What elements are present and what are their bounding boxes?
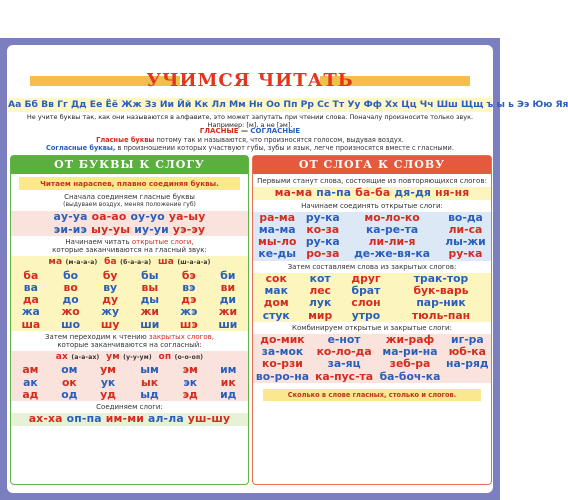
grid-cell: жи-раф — [385, 332, 435, 346]
grid-row — [11, 364, 248, 376]
grid-cell: ба — [23, 268, 39, 282]
joined-syllable: им-ми — [105, 412, 144, 426]
grid-cell: ра-ма — [259, 210, 296, 224]
grid-cell: ыд — [140, 388, 159, 402]
syllable-note: (б-а-а-а) — [120, 259, 152, 266]
page-title: УЧИМСЯ ЧИТАТЬ — [146, 70, 354, 91]
grid-cell: лы-жи — [445, 235, 486, 249]
grid-cell: ум — [100, 363, 116, 377]
panel-letter-to-syllable — [10, 155, 249, 485]
vowels-label: ГЛАСНЫЕ — [199, 127, 239, 135]
grid-cell: ад — [22, 388, 39, 402]
panel-left-header: ОТ БУКВЫ К СЛОГУ — [11, 156, 248, 174]
dash: — — [240, 127, 248, 135]
left-step3-note: которые заканчиваются на согласный: — [57, 340, 202, 349]
grid-cell: во-ро-на — [255, 369, 309, 383]
grid-cell: ру-ка — [305, 235, 340, 249]
grid-cell: лес — [309, 283, 331, 297]
grid-cell: слон — [351, 296, 381, 310]
grid-row — [253, 212, 491, 224]
vowel-line-label: Гласные буквы — [96, 136, 155, 144]
word: па-па — [316, 186, 352, 199]
grid-cell: жа — [21, 305, 40, 319]
grid-cell: ка-пус-та — [315, 369, 374, 383]
grid-cell: друг — [351, 271, 381, 285]
grid-cell: им — [220, 363, 237, 377]
vowel-pair: ау-уа — [53, 210, 88, 223]
grid-cell: эд — [182, 388, 198, 402]
grid-cell: ук — [100, 375, 116, 389]
syllable-rule-footer: Сколько в слове гласных, столько и слогов. — [263, 389, 481, 401]
grid-cell: бук-варь — [413, 283, 469, 297]
left-step2-text: Начинаем читать — [65, 238, 130, 246]
syllable-note: (у-у-ум) — [123, 353, 152, 361]
grid-cell: жо — [61, 305, 80, 319]
word: ня-ня — [435, 186, 470, 199]
grid-cell: ро-за — [306, 247, 340, 261]
grid-cell: ли-са — [448, 222, 483, 236]
grid-cell: ди — [219, 293, 236, 307]
grid-cell: дэ — [181, 293, 197, 307]
grid-row — [11, 270, 248, 282]
joined-syllables-band — [11, 413, 248, 426]
grid-cell: мы-ло — [258, 235, 297, 249]
grid-cell: ши — [218, 317, 238, 331]
syllable-example: ша — [157, 257, 174, 267]
syllable-note: (м-а-а-а) — [65, 259, 98, 266]
grid-row — [253, 358, 491, 370]
grid-cell: е-нот — [327, 332, 361, 346]
grid-cell: мак — [264, 283, 288, 297]
grid-row — [11, 377, 248, 389]
panel-right-header: ОТ СЛОГА К СЛОВУ — [253, 156, 491, 174]
open-syllables-band — [11, 256, 248, 331]
right-step3: Затем составляем слова из закрытых слогов: — [287, 262, 457, 271]
syllable-note: (о-о-оп) — [174, 353, 204, 361]
right-step1: Первыми станут слова, состоящие из повторяющихся слогов: — [257, 177, 487, 185]
grid-row — [11, 294, 248, 306]
vowel-pair: ыу-уы — [91, 222, 131, 236]
grid-row — [253, 248, 491, 260]
grid-cell: да — [22, 293, 39, 307]
grid-cell: ма-ри-на — [382, 345, 438, 359]
consonants-label: СОГЛАСНЫЕ — [250, 127, 301, 135]
syllable-example: ма — [48, 257, 63, 267]
grid-cell: бо — [63, 268, 79, 282]
grid-cell: ка-ре-та — [365, 222, 419, 236]
grid-cell: ду — [102, 293, 119, 307]
grid-cell: ке-ды — [258, 247, 297, 261]
right-step2: Начинаем соединять открытые слоги: — [301, 201, 443, 210]
grid-cell: стук — [262, 308, 290, 322]
grid-row — [253, 371, 491, 383]
grid-cell: ак — [23, 375, 38, 389]
grid-cell: сок — [265, 271, 287, 285]
grid-cell: мир — [308, 308, 333, 322]
grid-cell: ым — [140, 363, 159, 377]
grid-cell: де-же-вя-ка — [354, 247, 431, 261]
grid-cell: ма-ма — [258, 222, 296, 236]
grid-cell: шэ — [179, 317, 198, 331]
vowel-pair: уэ-эу — [172, 222, 206, 236]
grid-cell: тюль-пан — [411, 308, 471, 322]
joined-syllable: уш-шу — [187, 412, 231, 426]
open-syllable-grid — [11, 270, 248, 331]
grid-cell: юб-ка — [448, 345, 486, 359]
grid-cell: ко-за — [306, 222, 340, 236]
grid-cell: ок — [61, 375, 77, 389]
grid-cell: ви — [220, 280, 236, 294]
grid-cell: иг-ра — [451, 332, 484, 346]
joined-syllables-row — [11, 413, 248, 426]
left-step1-note: (выдуваем воздух, меняя положение губ) — [63, 201, 196, 208]
left-step2-note: которые заканчиваются на гласный звук: — [52, 246, 207, 254]
grid-cell: ко-рзи — [262, 357, 303, 371]
grid-cell: ид — [220, 388, 237, 402]
alphabet-strip: Аа Бб Вв Гг Дд Ее Ёё Жж Зз Ии Йй Кк Лл Мм Нн Оо Пп Рр Сс Тт Уу Фф Хх Цц Чч Шш Щщ ъ ы ь Ээ Юю Яя — [8, 99, 568, 110]
left-step4: Соединяем слоги: — [96, 403, 163, 412]
grid-cell: ам — [22, 363, 39, 377]
grid-cell: дом — [263, 296, 289, 310]
vowel-pairs-band — [11, 211, 248, 236]
word: ма-ма — [274, 186, 313, 199]
closed-words-band — [253, 273, 491, 322]
left-step2 — [11, 238, 248, 254]
grid-row — [11, 282, 248, 294]
joined-syllable: оп-па — [66, 412, 102, 426]
grid-cell: ба-боч-ка — [379, 369, 441, 383]
panel-syllable-to-word — [252, 155, 492, 485]
grid-row — [11, 319, 248, 331]
grid-cell: ык — [140, 375, 159, 389]
grid-cell: за-яц — [327, 357, 361, 371]
syllable-note: (а-а-ах) — [71, 353, 100, 361]
grid-cell: вэ — [182, 280, 196, 294]
grid-cell: ру-ка — [448, 247, 483, 261]
grid-cell: во — [63, 280, 78, 294]
grid-cell: на-ряд — [446, 357, 489, 371]
vowel-pair: оа-ао — [91, 210, 127, 223]
grid-cell: за-мок — [261, 345, 304, 359]
grid-row — [253, 297, 491, 309]
grid-cell: жу — [101, 305, 120, 319]
grid-row — [11, 306, 248, 318]
syllable-example: оп — [158, 351, 172, 362]
closed-syllables-band — [11, 351, 248, 401]
syllable-example: ба — [104, 257, 117, 267]
consonant-line-label: Согласные буквы, — [46, 144, 116, 152]
grid-cell: бэ — [181, 268, 196, 282]
vowel-line-text: потому так и называются, что произносятся голосом, выдувая воздух. — [156, 136, 404, 144]
grid-cell: од — [61, 388, 78, 402]
consonant-line-text: в произношении которых участвуют губы, зубы и язык, легче произносятся вместе с гласными. — [117, 144, 454, 152]
left-tip: Читаем нараспев, плавно соединяя буквы. — [19, 177, 240, 190]
grid-row — [11, 389, 248, 401]
intro-text: Не учите буквы так, как они называются в алфавите, это может запутать при чтении слова. Поначалу произносите только звук. Например: [м], а не [эм]. — [26, 113, 474, 129]
vowel-pairs-row-2 — [11, 224, 248, 237]
left-step3-text: Затем переходим к чтению — [45, 332, 147, 341]
syllable-note: (ш-а-а-а) — [177, 259, 211, 266]
grid-cell: жэ — [180, 305, 198, 319]
left-step3-highlight: закрытых слогов, — [148, 332, 214, 341]
grid-cell: утро — [351, 308, 381, 322]
grid-cell: трак-тор — [413, 271, 469, 285]
vowel-pair: уа-ыу — [168, 210, 206, 223]
right-step4: Комбинируем открытые и закрытые слоги: — [292, 323, 452, 332]
vowel-pair: оу-уо — [130, 210, 165, 223]
repeating-words-row — [253, 187, 491, 200]
grid-cell: ши — [140, 317, 160, 331]
grid-cell: жи — [140, 305, 159, 319]
grid-cell: ли-ли-я — [368, 235, 416, 249]
grid-cell: ву — [103, 280, 118, 294]
grid-cell: эк — [183, 375, 198, 389]
syllable-example: ах — [55, 351, 69, 362]
joined-syllable: ал-ла — [147, 412, 184, 426]
left-step1: Сначала соединяем гласные буквы — [64, 193, 195, 201]
open-words-band — [253, 212, 491, 261]
left-step2-highlight: открытые слоги, — [131, 238, 194, 246]
syllable-example: ум — [106, 351, 120, 362]
repeating-words-band — [253, 187, 491, 200]
combo-words-band — [253, 334, 491, 383]
grid-cell: до-мик — [260, 332, 305, 346]
grid-cell: ва — [23, 280, 38, 294]
grid-cell: шо — [61, 317, 81, 331]
grid-cell: бы — [141, 268, 159, 282]
closed-syllable-examples — [11, 351, 248, 365]
grid-cell: ру-ка — [305, 210, 340, 224]
grid-cell: ша — [21, 317, 41, 331]
grid-cell: би — [220, 268, 236, 282]
grid-cell: уд — [100, 388, 116, 402]
grid-cell: эм — [182, 363, 198, 377]
grid-cell: мо-ло-ко — [364, 210, 420, 224]
closed-words-grid — [253, 273, 491, 322]
grid-cell: кот — [309, 271, 331, 285]
grid-cell: брат — [351, 283, 381, 297]
grid-cell: зеб-ра — [389, 357, 431, 371]
left-step3 — [11, 333, 248, 349]
word: дя-дя — [394, 186, 432, 199]
grid-cell: ды — [140, 293, 160, 307]
grid-cell: пар-ник — [416, 296, 466, 310]
grid-cell: вы — [141, 280, 159, 294]
grid-cell: до — [62, 293, 79, 307]
grid-cell: ом — [61, 363, 78, 377]
grid-cell: жи — [218, 305, 238, 319]
vowel-consonant-explanation — [40, 136, 460, 152]
grid-cell: шу — [100, 317, 120, 331]
grid-cell: ик — [220, 375, 236, 389]
grid-cell: бу — [102, 268, 118, 282]
open-syllable-examples — [11, 256, 248, 270]
vowels-consonants-heading — [0, 127, 500, 135]
grid-cell: ко-ло-да — [316, 345, 372, 359]
vowel-pair: иу-уи — [134, 222, 169, 236]
grid-cell: лук — [309, 296, 332, 310]
joined-syllable: ах-ха — [28, 412, 63, 426]
grid-cell: во-да — [448, 210, 483, 224]
open-words-grid — [253, 212, 491, 261]
word: ба-ба — [355, 186, 391, 199]
closed-syllable-grid — [11, 364, 248, 401]
vowel-pair: эи-иэ — [53, 222, 88, 236]
grid-row — [253, 310, 491, 322]
combo-words-grid — [253, 334, 491, 383]
